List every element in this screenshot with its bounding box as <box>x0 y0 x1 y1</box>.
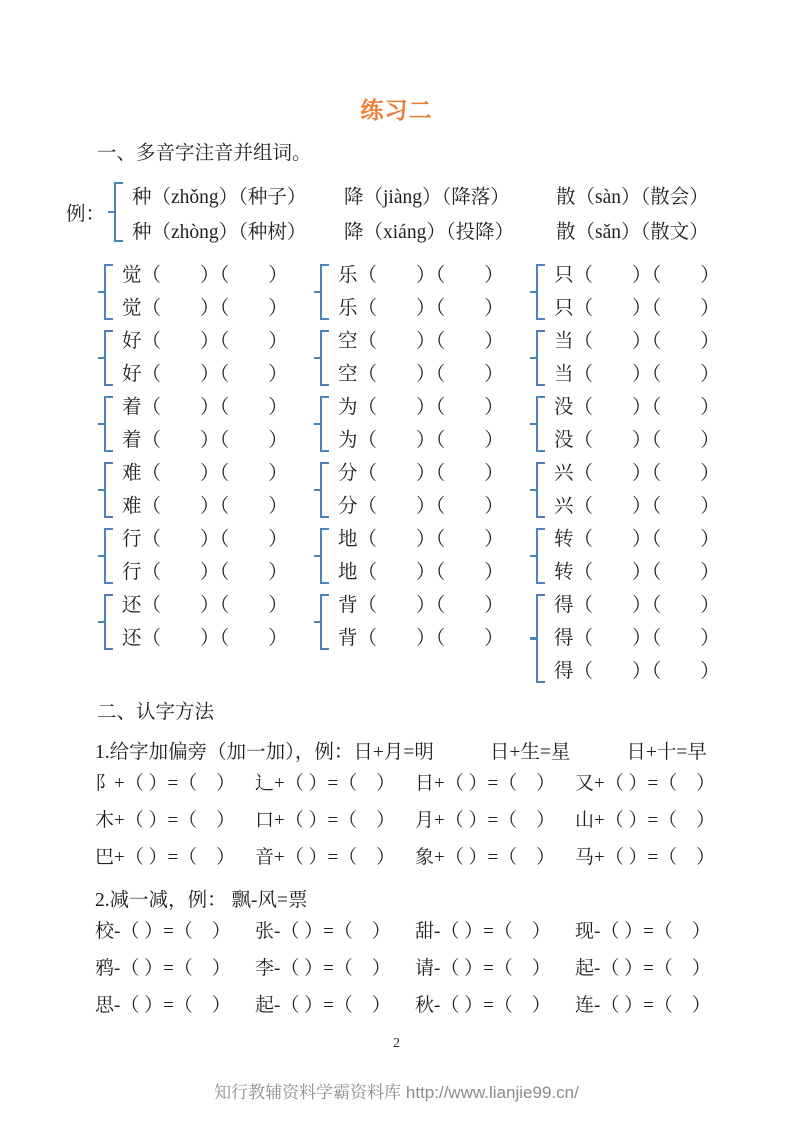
bracket-icon <box>104 264 113 320</box>
sub1-intro-row <box>95 734 793 765</box>
group-line: 背（ ）（ ） <box>338 628 504 649</box>
bracket-group <box>527 325 793 391</box>
group-lines <box>338 259 504 325</box>
bracket-group <box>95 259 311 325</box>
group-line: 乐（ ）（ ） <box>338 265 504 286</box>
subtract-equation-cell: 校-（ ）=（ ） <box>95 921 231 942</box>
group-line: 转（ ）（ ） <box>554 529 720 550</box>
sub2-intro: 2.减一减，例： 飘-风=票 <box>95 889 308 911</box>
add-equation-cell: 木+（ ）=（ ） <box>95 810 236 831</box>
bracket-icon <box>320 594 329 650</box>
example-label: 例： <box>66 204 106 225</box>
group-line: 只（ ）（ ） <box>554 298 720 319</box>
section1-heading: 一、多音字注音并组词。 <box>97 143 312 164</box>
subtract-equation-cell: 起-（ ）=（ ） <box>255 995 391 1016</box>
sub2-intro-row <box>95 882 793 913</box>
bracket-icon <box>104 528 113 584</box>
bracket-icon <box>536 594 545 683</box>
group-line: 地（ ）（ ） <box>338 529 504 550</box>
group-row <box>95 523 793 589</box>
group-line: 难（ ）（ ） <box>122 463 288 484</box>
add-equation-cell: 月+（ ）=（ ） <box>415 810 556 831</box>
subtract-equation-cell: 思-（ ）=（ ） <box>95 995 231 1016</box>
group-lines <box>338 325 504 391</box>
group-lines <box>338 589 504 655</box>
add-equation-cell: 又+（ ）=（ ） <box>575 773 716 794</box>
bracket-icon <box>320 330 329 386</box>
bracket-group <box>311 391 527 457</box>
sub1-example: 日+十=早 <box>626 741 707 763</box>
section2-heading: 二、认字方法 <box>97 702 215 723</box>
group-line: 得（ ）（ ） <box>554 595 720 616</box>
bracket-icon <box>536 462 545 518</box>
subtract-equation-cell: 起-（ ）=（ ） <box>575 958 711 979</box>
group-line: 好（ ）（ ） <box>122 331 288 352</box>
page-title: 练习二 <box>360 97 433 123</box>
group-line: 没（ ）（ ） <box>554 430 720 451</box>
bracket-group <box>95 457 311 523</box>
equation-row <box>95 839 793 876</box>
group-row <box>95 325 793 391</box>
bracket-icon <box>536 330 545 386</box>
group-line: 着（ ）（ ） <box>122 397 288 418</box>
group-lines <box>338 391 504 457</box>
group-row <box>95 589 793 688</box>
group-lines <box>122 457 288 523</box>
add-equation-cell: 马+（ ）=（ ） <box>575 847 716 868</box>
group-line: 分（ ）（ ） <box>338 463 504 484</box>
group-lines <box>338 523 504 589</box>
bracket-group <box>95 589 311 655</box>
equation-row <box>95 987 793 1024</box>
bracket-icon <box>320 528 329 584</box>
add-equation-cell: 象+（ ）=（ ） <box>415 847 556 868</box>
bracket-group <box>95 391 311 457</box>
example-entry: 降（xiáng）（投降） <box>344 221 515 243</box>
group-line: 觉（ ）（ ） <box>122 265 288 286</box>
group-line: 行（ ）（ ） <box>122 529 288 550</box>
bracket-icon <box>104 330 113 386</box>
group-line: 为（ ）（ ） <box>338 397 504 418</box>
group-lines <box>554 589 720 688</box>
bracket-group <box>311 259 527 325</box>
group-line: 得（ ）（ ） <box>554 661 720 682</box>
group-line: 只（ ）（ ） <box>554 265 720 286</box>
example-row <box>132 212 709 247</box>
bracket-icon <box>536 396 545 452</box>
subtract-equation-cell: 秋-（ ）=（ ） <box>415 995 551 1016</box>
group-line: 得（ ）（ ） <box>554 628 720 649</box>
add-equation-cell: 口+（ ）=（ ） <box>255 810 396 831</box>
group-line: 为（ ）（ ） <box>338 430 504 451</box>
group-line: 转（ ）（ ） <box>554 562 720 583</box>
group-lines <box>554 391 720 457</box>
equation-row <box>95 765 793 802</box>
group-line: 乐（ ）（ ） <box>338 298 504 319</box>
bracket-group <box>311 589 527 655</box>
group-line: 当（ ）（ ） <box>554 331 720 352</box>
multi-sound-groups <box>95 259 793 688</box>
bracket-icon <box>536 264 545 320</box>
bracket-icon <box>114 182 123 242</box>
group-line: 好（ ）（ ） <box>122 364 288 385</box>
example-entry: 散（sǎn）（散文） <box>556 221 709 243</box>
example-block <box>66 177 793 247</box>
equation-row <box>95 950 793 987</box>
bracket-group <box>527 259 793 325</box>
bracket-group <box>527 523 793 589</box>
bracket-group <box>527 589 793 688</box>
group-line: 着（ ）（ ） <box>122 430 288 451</box>
bracket-group <box>95 325 311 391</box>
add-equation-cell: 阝+（ ）=（ ） <box>95 773 236 794</box>
bracket-group <box>95 523 311 589</box>
add-equation-cell: 巴+（ ）=（ ） <box>95 847 236 868</box>
add-radical-rows <box>95 765 793 876</box>
group-lines <box>554 523 720 589</box>
sub1-example: 日+生=星 <box>489 741 571 763</box>
add-equation-cell: 辶+（ ）=（ ） <box>255 773 396 794</box>
example-entry: 种（zhǒng）（种子） <box>132 186 307 208</box>
bracket-icon <box>320 264 329 320</box>
bracket-icon <box>536 528 545 584</box>
group-row <box>95 391 793 457</box>
sub1-examples <box>490 736 763 764</box>
bracket-group <box>527 457 793 523</box>
add-equation-cell: 山+（ ）=（ ） <box>575 810 716 831</box>
subtract-equation-cell: 甜-（ ）=（ ） <box>415 921 551 942</box>
subtract-equation-cell: 鸦-（ ）=（ ） <box>95 958 231 979</box>
group-lines <box>554 457 720 523</box>
sub1-intro: 1.给字加偏旁（加一加），例：日+月=明 <box>95 741 434 763</box>
example-entry: 降（jiàng）（降落） <box>344 186 510 208</box>
group-line: 没（ ）（ ） <box>554 397 720 418</box>
example-entry: 种（zhòng）（种树） <box>132 221 307 243</box>
bracket-group <box>527 391 793 457</box>
group-line: 还（ ）（ ） <box>122 628 288 649</box>
group-line: 空（ ）（ ） <box>338 364 504 385</box>
group-line: 分（ ）（ ） <box>338 496 504 517</box>
group-lines <box>554 259 720 325</box>
group-line: 当（ ）（ ） <box>554 364 720 385</box>
example-entry: 散（sàn）（散会） <box>556 186 709 208</box>
bracket-icon <box>104 396 113 452</box>
group-line: 还（ ）（ ） <box>122 595 288 616</box>
bracket-group <box>311 523 527 589</box>
bracket-group <box>311 325 527 391</box>
group-line: 背（ ）（ ） <box>338 595 504 616</box>
group-lines <box>122 325 288 391</box>
example-rows <box>132 177 709 247</box>
subtract-equation-cell: 张-（ ）=（ ） <box>255 921 391 942</box>
group-line: 兴（ ）（ ） <box>554 463 720 484</box>
group-lines <box>122 523 288 589</box>
group-line: 难（ ）（ ） <box>122 496 288 517</box>
group-line: 地（ ）（ ） <box>338 562 504 583</box>
add-equation-cell: 日+（ ）=（ ） <box>415 773 556 794</box>
bracket-group <box>311 457 527 523</box>
add-equation-cell: 音+（ ）=（ ） <box>255 847 396 868</box>
bracket-icon <box>104 462 113 518</box>
group-row <box>95 259 793 325</box>
subtract-equation-cell: 现-（ ）=（ ） <box>575 921 711 942</box>
subtract-equation-cell: 李-（ ）=（ ） <box>255 958 391 979</box>
equation-row <box>95 802 793 839</box>
group-line: 行（ ）（ ） <box>122 562 288 583</box>
equation-row <box>95 913 793 950</box>
group-line: 觉（ ）（ ） <box>122 298 288 319</box>
subtract-equation-cell: 请-（ ）=（ ） <box>415 958 551 979</box>
bracket-icon <box>320 396 329 452</box>
subtract-rows <box>95 913 793 1024</box>
example-row <box>132 177 709 212</box>
subtract-equation-cell: 连-（ ）=（ ） <box>575 995 711 1016</box>
group-lines <box>338 457 504 523</box>
group-line: 兴（ ）（ ） <box>554 496 720 517</box>
group-lines <box>122 391 288 457</box>
bracket-icon <box>104 594 113 650</box>
bracket-icon <box>320 462 329 518</box>
group-lines <box>122 259 288 325</box>
page-number: 2 <box>393 1036 400 1051</box>
group-row <box>95 457 793 523</box>
group-lines <box>554 325 720 391</box>
group-lines <box>122 589 288 655</box>
footer-site-line: 知行教辅资料学霸资料库 http://www.lianjie99.cn/ <box>214 1083 579 1102</box>
group-line: 空（ ）（ ） <box>338 331 504 352</box>
